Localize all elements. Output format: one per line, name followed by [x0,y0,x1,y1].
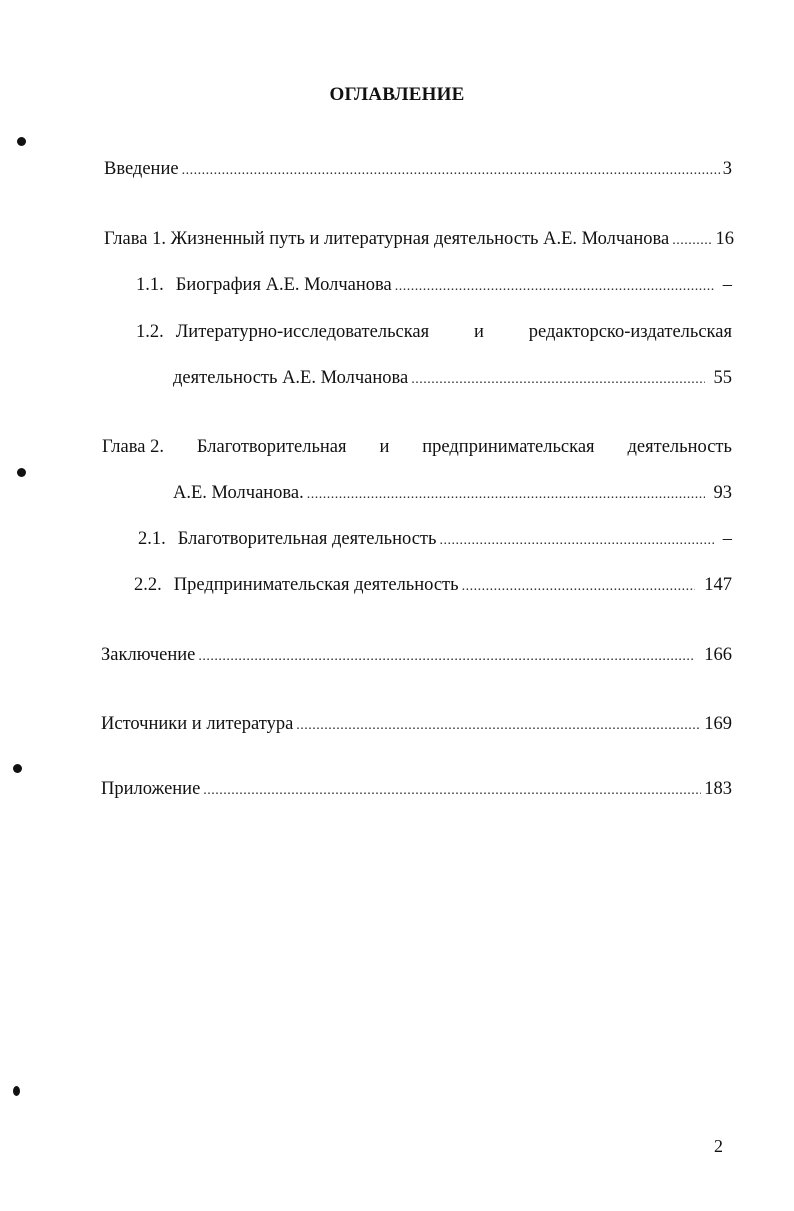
toc-label-part: деятельность [627,437,732,457]
toc-entry-section-2-2[interactable] [134,573,732,599]
toc-page: 166 [704,645,732,665]
toc-page: 183 [704,779,732,799]
toc-page: 16 [715,229,734,249]
toc-entry-chapter-2[interactable] [102,435,732,459]
toc-label-part: Глава 2. [102,437,164,457]
leader-dots [203,777,701,803]
toc-label: Предпринимательская деятельность [173,575,459,595]
toc-page: 93 [713,483,732,503]
toc-page: 55 [713,368,732,388]
page-number: 2 [714,1136,723,1156]
leader-dots [296,712,701,738]
toc-page: 169 [704,714,732,734]
toc-label: Благотворительная деятельность [177,529,437,549]
toc-page: 147 [704,575,732,595]
toc-num: 2.2. [134,575,162,595]
toc-label-part: Благотворительная [196,437,347,457]
toc-label: Заключение [101,645,196,665]
toc-entry-section-2-1[interactable] [138,527,732,553]
toc-num: 2.1. [138,529,166,549]
toc-entry-conclusion[interactable] [101,643,732,669]
toc-label-part: и [379,437,390,457]
leader-dots [462,573,696,599]
toc-label-part: редакторско-издательская [528,322,732,342]
toc-num: 1.1. [136,275,164,295]
binding-hole-mark [13,1086,20,1096]
toc-entry-section-1-2-cont[interactable] [173,366,732,392]
leader-dots [672,227,712,253]
toc-entry-intro[interactable] [104,157,732,183]
toc-label: Источники и литература [101,714,294,734]
toc-page: – [722,529,732,549]
toc-page: 3 [722,159,732,179]
leader-dots [411,366,704,392]
toc-entry-section-1-2[interactable] [136,320,732,344]
toc-entry-appendix[interactable] [101,777,732,803]
leader-dots [307,481,705,507]
binding-hole-mark [17,468,26,477]
leader-dots [439,527,713,553]
binding-hole-mark [17,137,26,146]
toc-label-part: 1.2. Литературно-исследовательская [136,322,430,342]
toc-label: деятельность А.Е. Молчанова [173,368,409,388]
leader-dots [198,643,695,669]
toc-label-part: и [474,322,484,342]
toc-label-part: предпринимательская [422,437,595,457]
page-title: ОГЛАВЛЕНИЕ [329,84,465,105]
toc-label: Приложение [101,779,201,799]
toc-label: Глава 1. Жизненный путь и литературная деятельность А.Е. Молчанова [104,229,670,249]
leader-dots [395,273,714,299]
toc-entry-chapter-1[interactable] [104,227,734,253]
binding-hole-mark [13,764,22,773]
toc-label: Введение [104,159,179,179]
toc-entry-chapter-2-cont[interactable] [173,481,732,507]
toc-page: – [722,275,732,295]
toc-entry-section-1-1[interactable] [136,273,732,299]
toc-label: Биография А.Е. Молчанова [175,275,392,295]
toc-entry-sources[interactable] [101,712,732,738]
toc-label: А.Е. Молчанова. [173,483,304,503]
leader-dots [182,157,720,183]
